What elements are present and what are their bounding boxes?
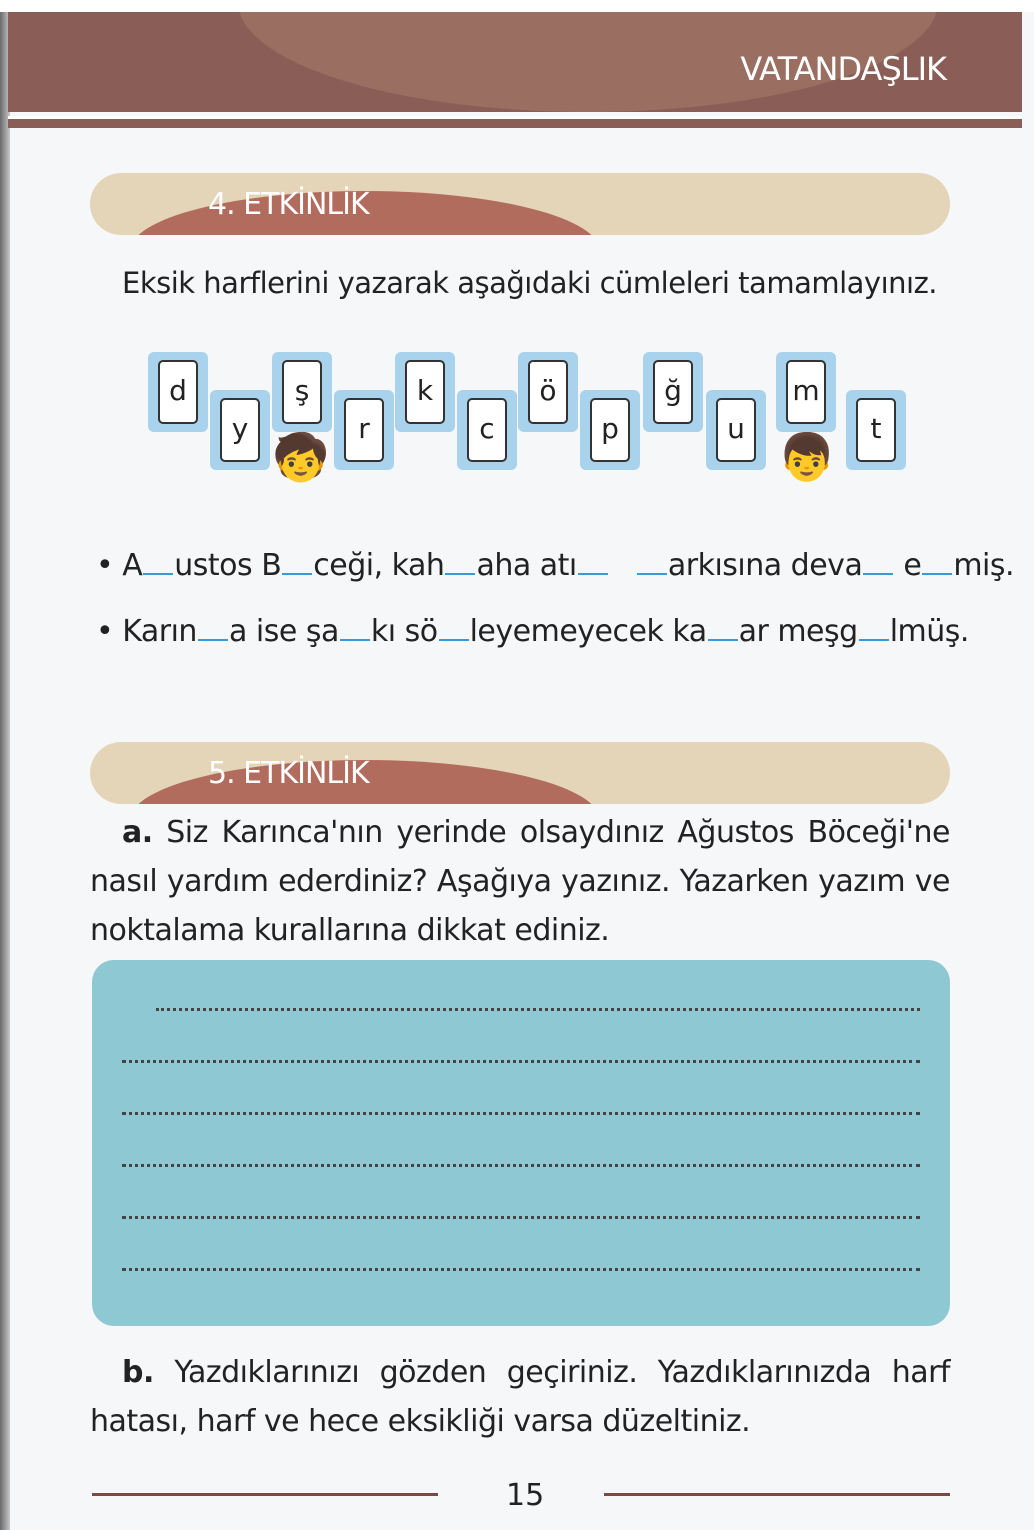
blank-field[interactable] (859, 637, 889, 641)
letter-tile (776, 352, 836, 432)
sentence-2 (96, 614, 969, 649)
letter-tile (272, 352, 332, 432)
letter: u (716, 398, 756, 462)
blank-field[interactable] (922, 571, 952, 575)
top-margin (0, 0, 1034, 12)
letter-tile (457, 390, 517, 470)
question-a (90, 808, 950, 955)
sentence-fragment: miş. (953, 548, 1015, 583)
sentence-fragment: A (122, 548, 143, 583)
blank-field[interactable] (637, 571, 667, 575)
letter: ğ (653, 360, 693, 424)
blank-field[interactable] (198, 637, 228, 641)
blank-field[interactable] (340, 637, 370, 641)
sentence-fragment: Karın (122, 614, 197, 649)
activity-4-banner (90, 173, 950, 235)
page-number: 15 (506, 1478, 545, 1513)
sentence-fragment: aha atı (476, 548, 577, 583)
bullet-icon: • (96, 548, 123, 583)
blank-field[interactable] (445, 571, 475, 575)
letter-tile (334, 390, 394, 470)
answer-box[interactable] (92, 960, 950, 1326)
blank-field[interactable] (863, 571, 893, 575)
answer-line[interactable] (122, 1268, 920, 1271)
letter: k (405, 360, 445, 424)
question-b (90, 1348, 950, 1446)
answer-line[interactable] (122, 1060, 920, 1063)
blank-field[interactable] (282, 571, 312, 575)
boy-illustration-icon: 👦 (778, 430, 836, 484)
sentence-fragment: kı sö (370, 614, 438, 649)
sentence-fragment: leyemeyecek ka (469, 614, 707, 649)
sentence-fragment: ceği, kah (313, 548, 445, 583)
letter-tile (846, 390, 906, 470)
letter: r (344, 398, 384, 462)
letter-tile (518, 352, 578, 432)
activity-5-banner (90, 742, 950, 804)
question-a-label: a. (122, 815, 153, 850)
answer-line[interactable] (156, 1008, 920, 1011)
letter-tile (148, 352, 208, 432)
sentence-fragment: a ise şa (228, 614, 339, 649)
blank-field[interactable] (439, 637, 469, 641)
question-a-text: Siz Karınca'nın yerinde olsaydınız Ağustos Böceği'ne nasıl yardım ederdiniz? Aşağıya yazınız. Yazarken yazım ve noktalama kurallarına dikkat ediniz. (90, 815, 950, 948)
sentence-1 (96, 548, 1014, 583)
letter: c (467, 398, 507, 462)
bullet-icon: • (96, 614, 123, 649)
sentence-fragment: e (894, 548, 922, 583)
answer-line[interactable] (122, 1216, 920, 1219)
question-b-text: Yazdıklarınızı gözden geçiriniz. Yazdıklarınızda harf hatası, harf ve hece eksikliği varsa düzeltiniz. (90, 1355, 950, 1439)
header-stripe (8, 116, 1022, 128)
blank-field[interactable] (143, 571, 173, 575)
activity-5-title: 5. ETKİNLİK (208, 756, 369, 791)
letter: d (158, 360, 198, 424)
letter: ö (528, 360, 568, 424)
blank-field[interactable] (708, 637, 738, 641)
blank-field[interactable] (578, 571, 608, 575)
activity-4-instruction: Eksik harflerini yazarak aşağıdaki cümleleri tamamlayınız. (122, 266, 938, 300)
letter-tile (580, 390, 640, 470)
letter: p (590, 398, 630, 462)
boy-illustration-icon: 🧒 (272, 430, 330, 484)
activity-4-title: 4. ETKİNLİK (208, 187, 369, 222)
letter: y (220, 398, 260, 462)
letter: t (856, 398, 896, 462)
sentence-fragment: arkısına deva (667, 548, 863, 583)
answer-line[interactable] (122, 1164, 920, 1167)
section-title: VATANDAŞLIK (740, 50, 946, 88)
letter-tile (706, 390, 766, 470)
letter-tile (395, 352, 455, 432)
page-header (8, 12, 1022, 112)
footer-rule (604, 1493, 950, 1496)
sentence-fragment: ar meşg (738, 614, 858, 649)
footer-rule (92, 1493, 438, 1496)
letter-tile (210, 390, 270, 470)
sentence-fragment (609, 548, 636, 583)
answer-line[interactable] (122, 1112, 920, 1115)
letter: m (786, 360, 826, 424)
letter: ş (282, 360, 322, 424)
question-b-label: b. (122, 1355, 154, 1390)
letter-tile (643, 352, 703, 432)
sentence-fragment: ustos B (174, 548, 282, 583)
book-spine (0, 0, 10, 1530)
sentence-fragment: lmüş. (889, 614, 969, 649)
